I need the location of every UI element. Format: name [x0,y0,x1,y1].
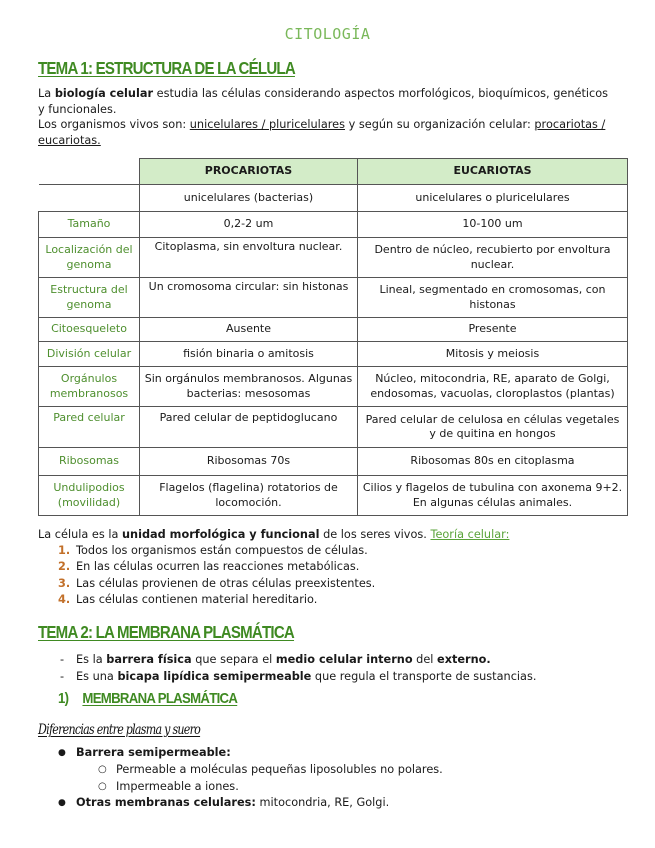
table-cell: Citoplasma, sin envoltura nuclear. [140,238,358,278]
comparison-table [38,158,628,516]
table-cell: Sin orgánulos membranosos. Algunas bacterias: mesosomas [140,367,358,407]
table-row [39,318,628,342]
document-title: CITOLOGÍA [284,25,371,43]
table-row [39,367,628,407]
table-cell: Lineal, segmentado en cromosomas, con histonas [358,278,628,318]
table-corner-cell [39,159,140,185]
table-cell: Un cromosoma circular: sin histonas [140,278,358,318]
table-header-row [39,159,628,185]
table-subrow [39,185,628,212]
membrana-bullet-list [38,745,613,812]
table-cell: unicelulares o pluricelulares [358,185,628,212]
table-row [39,342,628,367]
row-label: Ribosomas [39,448,140,476]
header-procariotas: PROCARIOTAS [140,159,358,185]
subsection-heading: 1) MEMBRANA PLASMÁTICA [58,690,238,707]
row-label: Citoesqueleto [39,318,140,342]
list-item: 4. Las células contienen material hereditario. [58,592,318,606]
list-item: ○ Impermeable a iones. [98,779,239,793]
table-row [39,476,628,516]
list-item: - Es la barrera física que separa el medio celular interno del externo. [60,653,491,666]
table-cell: 10-100 um [358,212,628,238]
list-item: ● Otras membranas celulares: mitocondria, RE, Golgi. [58,796,390,810]
membrana-dash-list [38,651,613,685]
table-cell: Presente [358,318,628,342]
tema1-heading: TEMA 1: ESTRUCTURA DE LA CÉLULA [38,58,295,78]
list-item: ○ Permeable a moléculas pequeñas liposolubles no polares. [98,762,443,776]
table-cell: fisión binaria o amitosis [140,342,358,367]
row-label: Pared celular [39,407,140,448]
table-cell: 0,2-2 um [140,212,358,238]
teoria-celular-list [38,543,598,608]
table-cell: Pared celular de peptidoglucano [140,407,358,448]
row-label: Orgánulos membranosos [39,367,140,407]
table-cell: Núcleo, mitocondria, RE, aparato de Golgi, endosomas, vacuolas, cloroplastos (plantas) [358,367,628,407]
tema2-heading: TEMA 2: LA MEMBRANA PLASMÁTICA [38,622,295,642]
teoria-celular-link[interactable]: Teoría celular: [430,528,510,541]
list-item: 3. Las células provienen de otras células preexistentes. [58,576,376,590]
table-cell: Mitosis y meiosis [358,342,628,367]
table-row [39,407,628,448]
table-row [39,278,628,318]
intro-paragraph-2: Los organismos vivos son: unicelulares / pluricelulares y según su organización celular: procariotas / eucariotas. [38,118,606,147]
diferencias-heading: Diferencias entre plasma y suero [38,722,201,738]
list-item: 1. Todos los organismos están compuestos de células. [58,544,368,557]
table-cell: Dentro de núcleo, recubierto por envoltura nuclear. [358,238,628,278]
table-cell: Ribosomas 80s en citoplasma [358,448,628,476]
table-cell: Pared celular de celulosa en células vegetales y de quitina en hongos [358,407,628,448]
table-cell: Cilios y flagelos de tubulina con axonema 9+2. En algunas células animales. [358,476,628,516]
list-item: ● Barrera semipermeable: [58,746,231,759]
table-cell: Ausente [140,318,358,342]
table-row [39,212,628,238]
table-cell: unicelulares (bacterias) [140,185,358,212]
list-item: 2. En las células ocurren las reacciones metabólicas. [58,560,360,574]
row-label: Estructura del genoma [39,278,140,318]
table-row [39,238,628,278]
row-label: Undulipodios (movilidad) [39,476,140,516]
header-eucariotas: EUCARIOTAS [358,159,628,185]
row-label: Localización del genoma [39,238,140,278]
table-cell: Flagelos (flagelina) rotatorios de locomoción. [140,476,358,516]
intro-paragraph-1: La biología celular estudia las células considerando aspectos morfológicos, bioquímicos, genéticos y funcionales. [38,87,609,116]
table-row [39,448,628,476]
row-label: División celular [39,342,140,367]
table-blank-cell [39,185,140,212]
list-item: - Es una bicapa lipídica semipermeable que regula el transporte de sustancias. [60,670,537,683]
table-cell: Ribosomas 70s [140,448,358,476]
celula-paragraph: La célula es la unidad morfológica y funcional de los seres vivos. Teoría celular: [38,528,510,541]
row-label: Tamaño [39,212,140,238]
